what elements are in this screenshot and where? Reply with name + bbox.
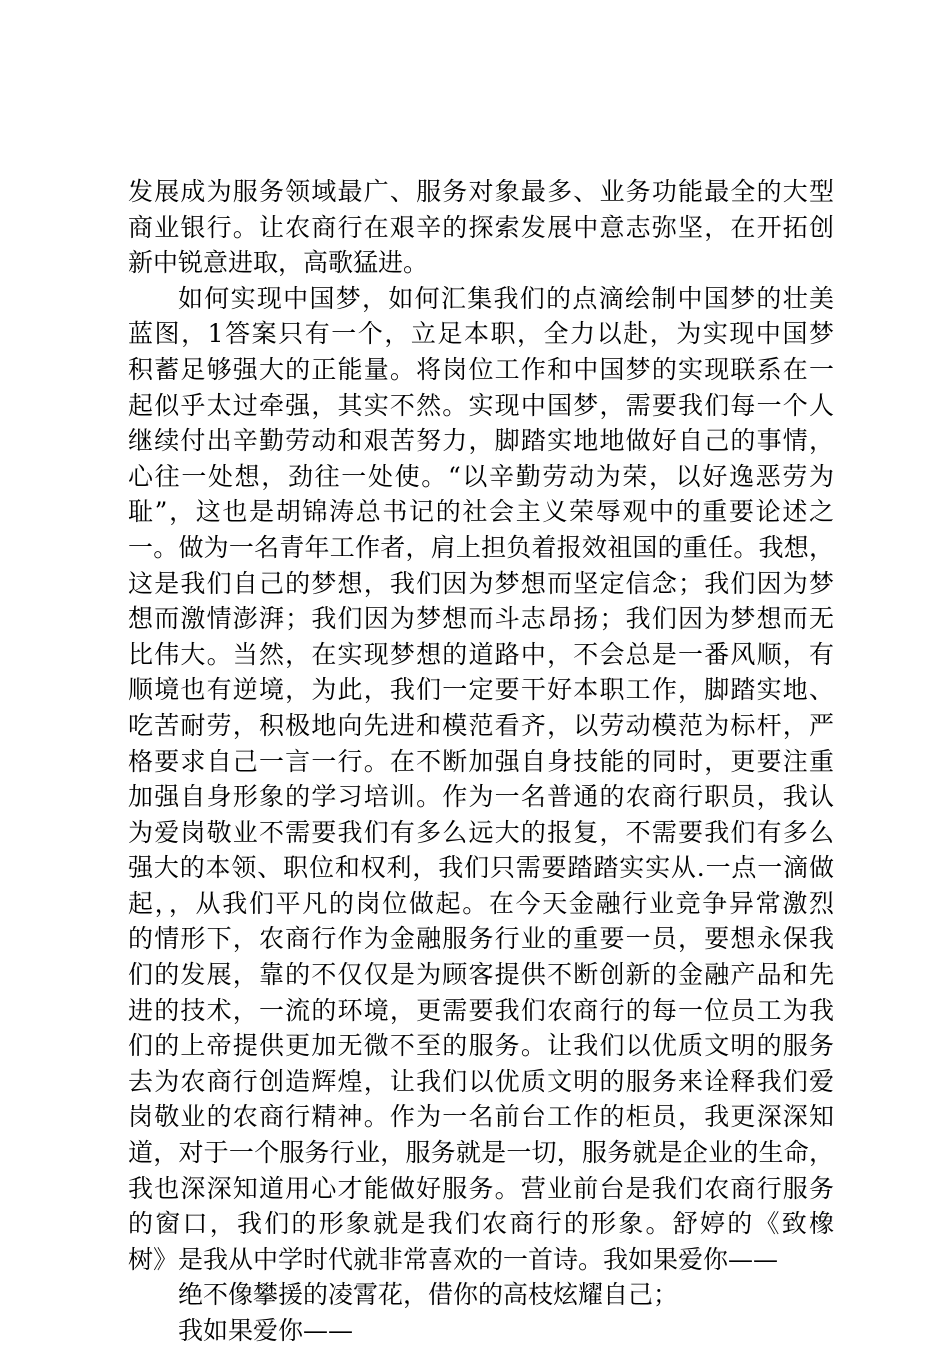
text-line: 起，，从我们平凡的岗位做起。在今天金融行业竞争异常激烈 [128, 888, 834, 918]
text-line: 新中锐意进取，高歌猛进。 [128, 248, 429, 278]
text-line: 的情形下，农商行作为金融服务行业的重要一员，要想永保我 [128, 924, 834, 954]
text-line: 们的上帝提供更加无微不至的服务。让我们以优质文明的服务 [128, 1031, 834, 1061]
text-line: 一。做为一名青年工作者，肩上担负着报效祖国的重任。我想， [128, 532, 834, 562]
text-line: 我也深深知道用心才能做好服务。营业前台是我们农商行服务 [128, 1173, 834, 1203]
text-line: 比伟大。当然，在实现梦想的道路中，不会总是一番风顺，有 [128, 639, 834, 669]
text-line: 吃苦耐劳，积极地向先进和模范看齐，以劳动模范为标杆，严 [128, 710, 834, 740]
text-line: 如何实现中国梦，如何汇集我们的点滴绘制中国梦的壮美 [178, 283, 834, 313]
text-line: 们的发展，靠的不仅仅是为顾客提供不断创新的金融产品和先 [128, 960, 834, 990]
text-line: 积蓄足够强大的正能量。将岗位工作和中国梦的实现联系在一 [128, 354, 834, 384]
text-line: 这是我们自己的梦想，我们因为梦想而坚定信念；我们因为梦 [128, 568, 834, 598]
text-line: 发展成为服务领域最广、服务对象最多、业务功能最全的大型 [128, 177, 834, 206]
text-line: 加强自身形象的学习培训。作为一名普通的农商行职员，我认 [128, 782, 834, 812]
text-line: 想而激情澎湃；我们因为梦想而斗志昂扬；我们因为梦想而无 [128, 604, 834, 634]
text-line: 起似乎太过牵强，其实不然。实现中国梦，需要我们每一个人 [128, 390, 834, 420]
text-line: 的窗口，我们的形象就是我们农商行的形象。舒婷的《致橡 [128, 1209, 834, 1239]
text-line: 商业银行。让农商行在艰辛的探索发展中意志弥坚，在开拓创 [128, 212, 834, 242]
text-line: 格要求自己一言一行。在不断加强自身技能的同时，更要注重 [128, 746, 834, 776]
text-line: 我如果爱你—— [178, 1316, 354, 1345]
text-line: 岗敬业的农商行精神。作为一名前台工作的柜员，我更深深知 [128, 1102, 834, 1132]
text-line: 心往一处想，劲往一处使。“以辛勤劳动为荣，以好逸恶劳为 [128, 461, 834, 491]
text-line: 蓝图，1答案只有一个，立足本职，全力以赴，为实现中国梦 [128, 319, 834, 349]
text-line: 强大的本领、职位和权利，我们只需要踏踏实实从.一点一滴做 [128, 853, 834, 883]
text-line: 绝不像攀援的凌霄花，借你的高枝炫耀自己； [178, 1280, 679, 1310]
document-body [128, 174, 834, 1349]
text-line: 道，对于一个服务行业，服务就是一切，服务就是企业的生命， [128, 1138, 834, 1168]
text-line: 树》是我从中学时代就非常喜欢的一首诗。我如果爱你—— [128, 1244, 779, 1274]
text-line: 进的技术，一流的环境，更需要我们农商行的每一位员工为我 [128, 995, 834, 1025]
text-line: 耻”，这也是胡锦涛总书记的社会主义荣辱观中的重要论述之 [128, 497, 834, 527]
text-line: 继续付出辛勤劳动和艰苦努力，脚踏实地地做好自己的事情， [128, 426, 834, 456]
text-line: 顺境也有逆境，为此，我们一定要干好本职工作，脚踏实地、 [128, 675, 834, 705]
text-line: 去为农商行创造辉煌，让我们以优质文明的服务来诠释我们爱 [128, 1066, 834, 1096]
text-line: 为爱岗敬业不需要我们有多么远大的报复，不需要我们有多么 [128, 817, 834, 847]
